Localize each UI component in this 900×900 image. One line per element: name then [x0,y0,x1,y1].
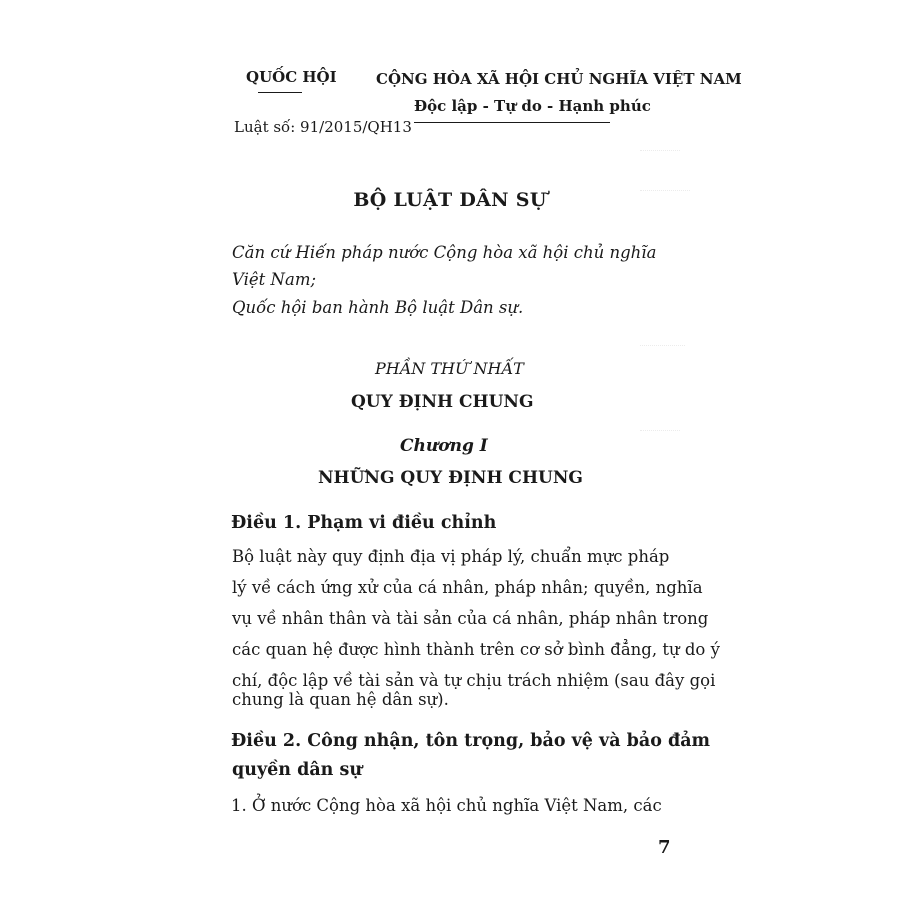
document-title: BỘ LUẬT DÂN SỰ [353,189,547,211]
article-2-clause-1: 1. Ở nước Cộng hòa xã hội chủ nghĩa Việt Nam, các [231,796,662,815]
chapter-title: NHỮNG QUY ĐỊNH CHUNG [318,468,583,488]
law-number: Luật số: 91/2015/QH13 [234,118,412,136]
national-motto: Độc lập - Tự do - Hạnh phúc [414,97,651,115]
article-2-title: Điều 2. Công nhận, tôn trọng, bảo vệ và bảo đảm [231,731,711,751]
article-1-title: Điều 1. Phạm vi điều chỉnh [231,513,497,533]
article-1-line: các quan hệ được hình thành trên cơ sở bình đẳng, tự do ý [232,640,720,659]
article-1-line: Bộ luật này quy định địa vị pháp lý, chuẩn mực pháp [232,547,670,566]
show-through-line [640,150,680,151]
article-2-title-continued: quyền dân sự [232,760,363,780]
preamble-line: Quốc hội ban hành Bộ luật Dân sự. [232,298,524,317]
page-number: 7 [658,837,671,858]
motto-underline [414,122,610,123]
issuing-agency: QUỐC HỘI [246,68,337,86]
chapter-label: Chương I [400,436,488,456]
article-1-line: chung là quan hệ dân sự). [232,690,449,709]
show-through-line [640,345,685,346]
agency-underline [258,92,302,93]
part-label: PHẦN THỨ NHẤT [375,359,524,378]
article-1-line: chí, độc lập về tài sản và tự chịu trách nhiệm (sau đây gọi [232,671,716,690]
preamble-line: Việt Nam; [232,270,317,289]
part-title: QUY ĐỊNH CHUNG [351,392,534,412]
republic-name: CỘNG HÒA XÃ HỘI CHỦ NGHĨA VIỆT NAM [376,70,742,88]
article-1-line: lý về cách ứng xử của cá nhân, pháp nhân; quyền, nghĩa [232,578,703,597]
preamble-line: Căn cứ Hiến pháp nước Cộng hòa xã hội chủ nghĩa [232,243,657,262]
article-1-line: vụ về nhân thân và tài sản của cá nhân, pháp nhân trong [232,609,709,628]
show-through-line [640,430,680,431]
